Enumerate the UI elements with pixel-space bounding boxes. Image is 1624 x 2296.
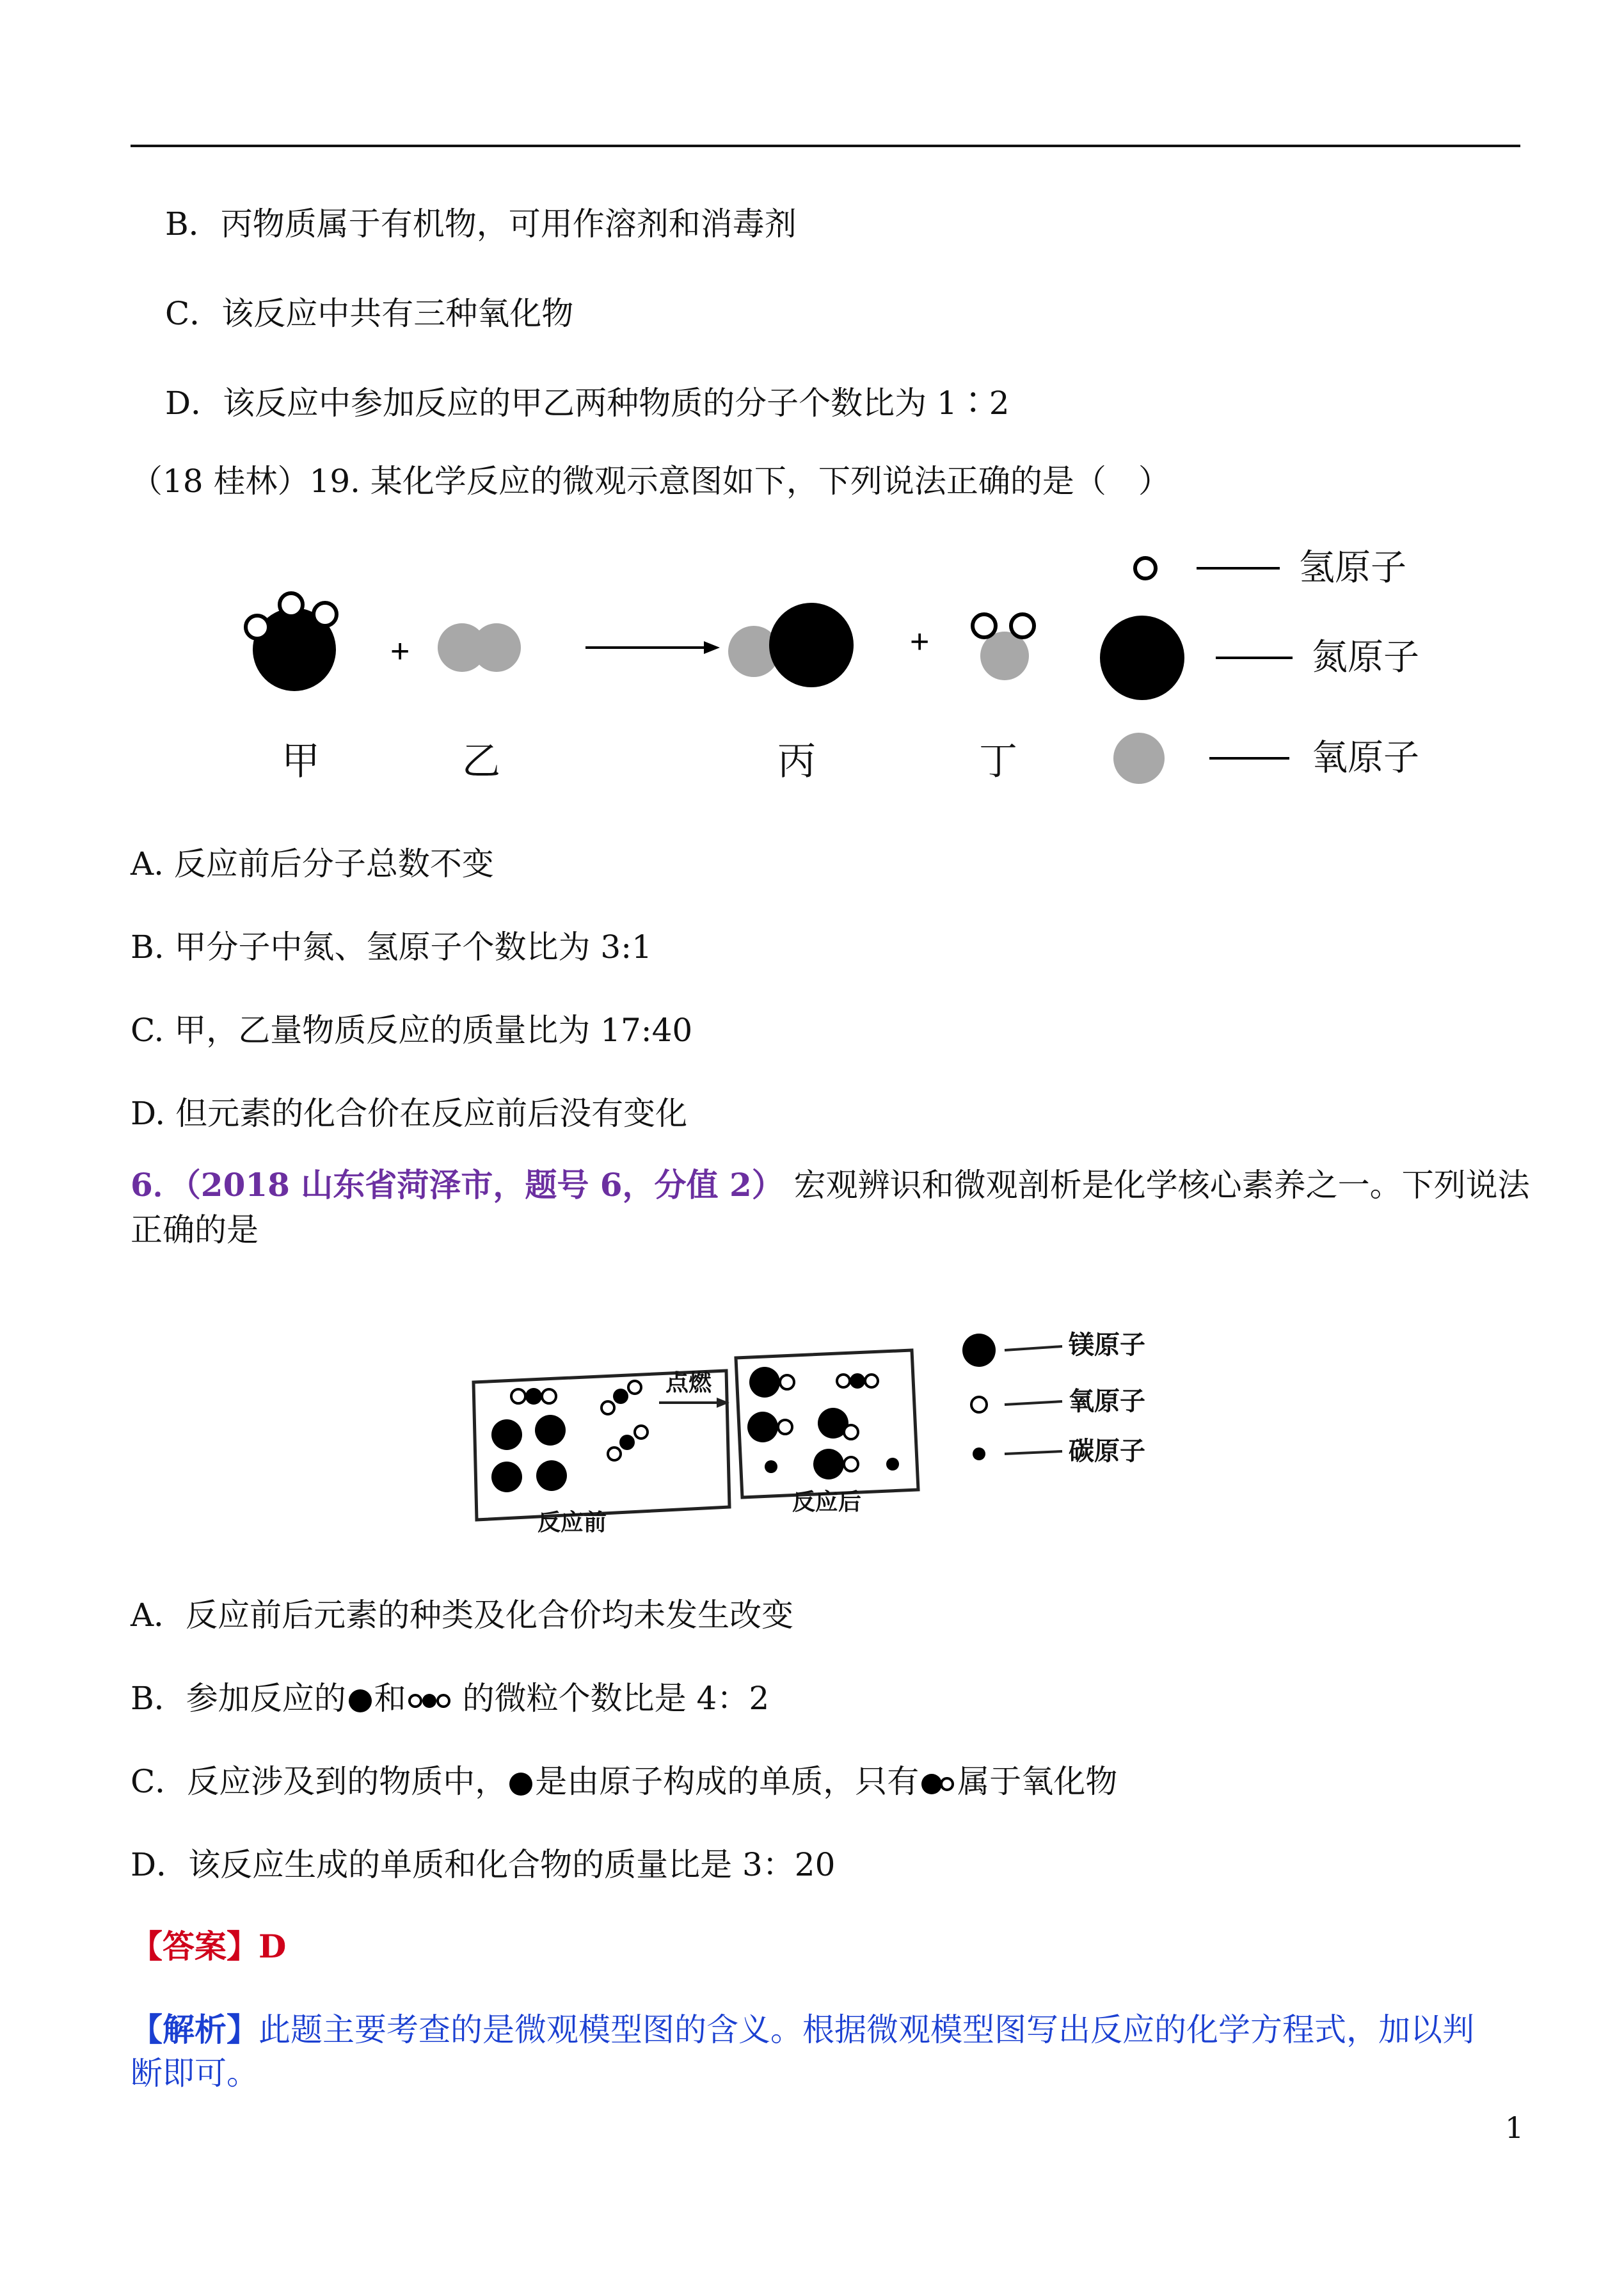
svg-text:+: + [390,633,410,670]
magnesium-atom-icon [507,1770,535,1798]
q6-option-b-post: 的微粒个数比是 4：2 [452,1680,770,1717]
answer-value: D [259,1927,287,1965]
q6-number: 6． [131,1166,185,1204]
prev-option-c: C．该反应中共有三种氧化物 [165,295,574,332]
arrow-label: 点燃 [665,1370,712,1396]
q19-reaction-figure [230,538,1478,806]
legend-nitrogen: 氮原子 [1312,637,1419,678]
q6-stem-rest: 宏观辨识和微观剖析是化学核心素养之一。下列说法 [783,1167,1530,1204]
legend-carbon: 碳原子 [1069,1437,1145,1466]
legend-oxygen-q6: 氧原子 [1069,1387,1145,1416]
magnesium-atom-icon [346,1687,374,1715]
q6-option-c [131,1761,1117,1802]
analysis-text-1: 此题主要考查的是微观模型图的含义。根据微观模型图写出反应的化学方程式，加以判 [259,2011,1474,2048]
q6-option-b [131,1678,769,1719]
q6-analysis-line2: 断即可。 [131,2055,259,2092]
prev-option-b: B．丙物质属于有机物，可用作溶剂和消毒剂 [165,205,797,243]
label-bing: 丙 [777,739,816,784]
molecule-bing [728,603,854,687]
q6-reaction-figure [467,1286,1203,1542]
q19-option-c: C. 甲，乙量物质反应的质量比为 17:40 [131,1012,693,1049]
q19-option-d: D. 但元素的化合价在反应前后没有变化 [131,1095,688,1132]
carbon-dioxide-molecule-icon [406,1687,452,1715]
q6-option-d: D．该反应生成的单质和化合物的质量比是 3：20 [131,1846,836,1883]
q6-stem-line1 [131,1165,1530,1206]
q6-option-c-post: 属于氧化物 [957,1763,1118,1800]
q6-stem-line2: 正确的是 [131,1211,259,1248]
q6-option-c-pre: C．反应涉及到的物质中， [131,1763,507,1800]
q6-option-b-pre: B．参加反应的 [131,1680,346,1717]
q19-option-a: A. 反应前后分子总数不变 [131,845,494,882]
answer-tag: 【答案】 [131,1927,259,1965]
analysis-tag: 【解析】 [131,2011,259,2048]
legend-magnesium: 镁原子 [1069,1330,1145,1360]
q6-answer [131,1926,286,1967]
page-number: 1 [1505,2110,1524,2145]
q6-option-c-mid: 是由原子构成的单质，只有 [535,1763,919,1800]
label-yi: 乙 [462,739,500,784]
legend-oxygen: 氧原子 [1312,737,1419,779]
legend-hydrogen: 氢原子 [1299,547,1406,589]
before-label: 反应前 [537,1510,607,1536]
q6-option-b-mid: 和 [374,1680,406,1717]
q19-stem: （18 桂林）19. 某化学反应的微观示意图如下，下列说法正确的是（ ） [131,463,1170,500]
prev-option-d: D．该反应中参加反应的甲乙两种物质的分子个数比为 1∶2 [165,385,1010,422]
svg-text:+: + [910,623,930,660]
q6-source: （2018 山东省菏泽市，题号 6，分值 2） [184,1166,784,1204]
q6-option-a: A．反应前后元素的种类及化合价均未发生改变 [131,1597,794,1634]
q6-analysis-line1 [131,2009,1474,2050]
molecule-jia [246,593,337,691]
label-jia: 甲 [282,739,320,784]
label-ding: 丁 [979,739,1017,784]
q19-option-b: B. 甲分子中氮、氢原子个数比为 3:1 [131,929,652,966]
header-rule [131,145,1520,147]
molecule-ding [973,614,1034,680]
magnesium-oxide-molecule-icon [919,1770,957,1798]
after-label: 反应后 [792,1489,862,1515]
molecule-yi [438,623,521,672]
